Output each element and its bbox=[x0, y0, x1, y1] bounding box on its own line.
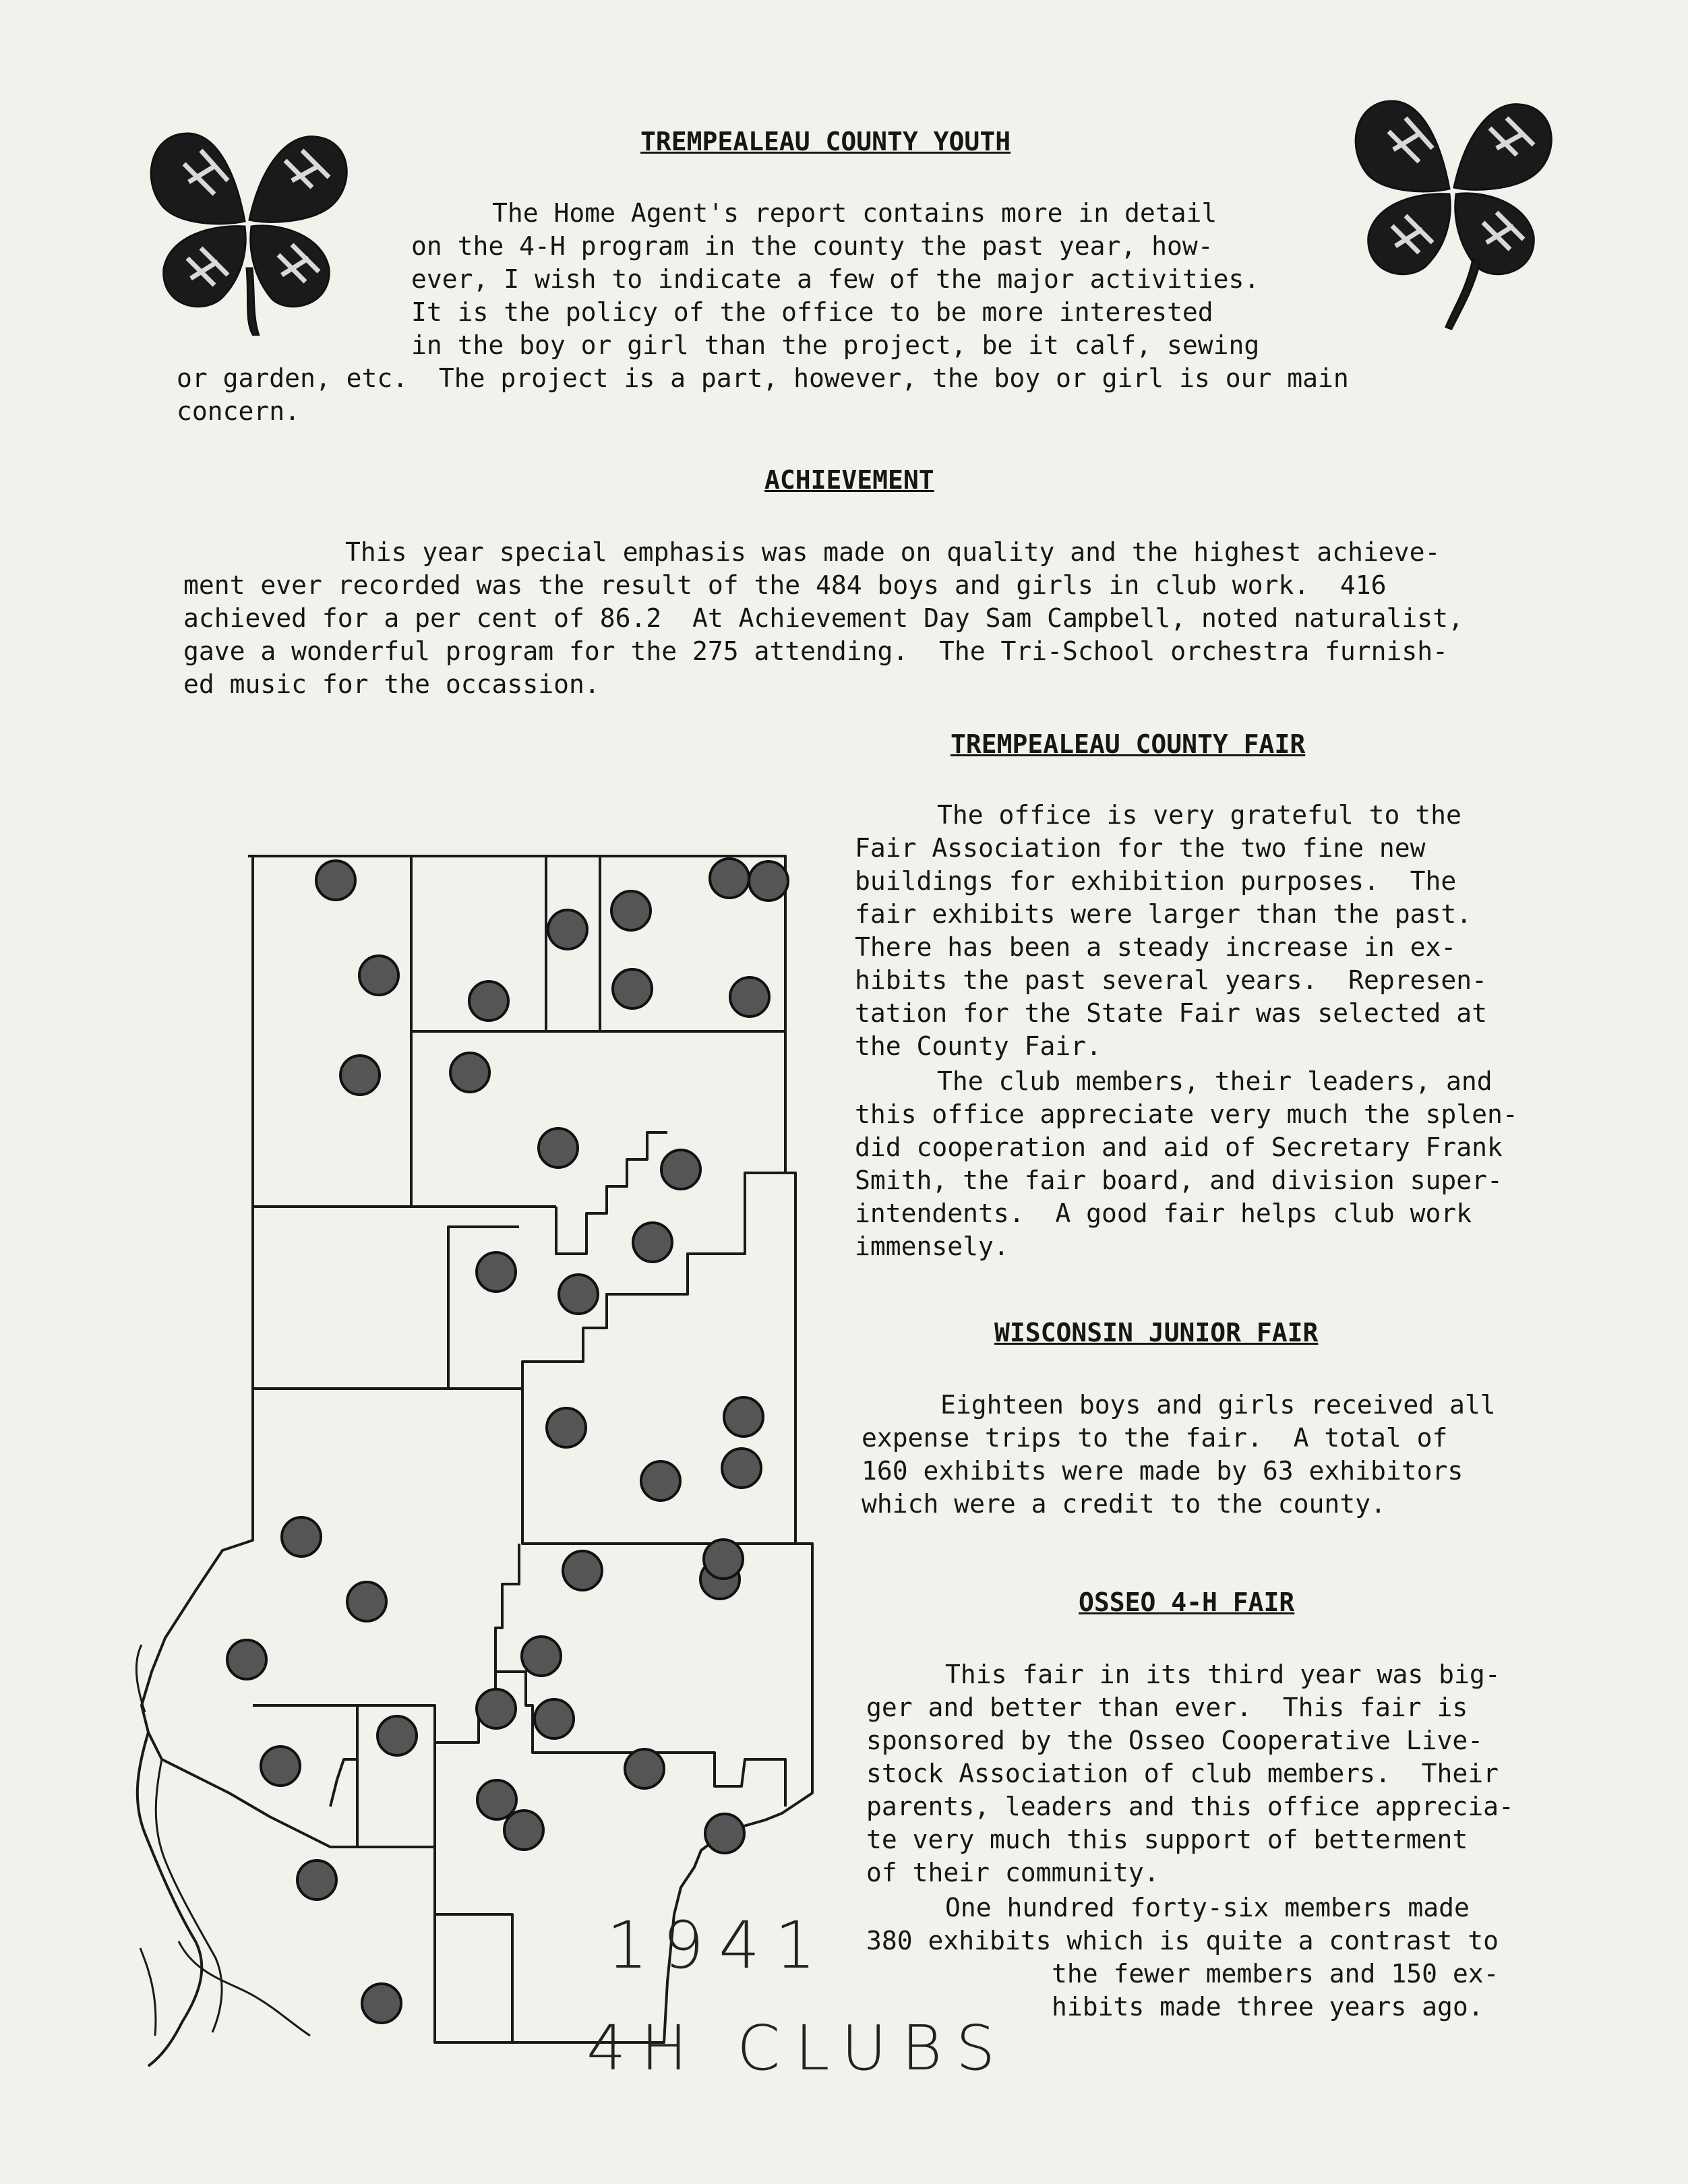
club-location-dot bbox=[705, 1814, 744, 1853]
intro-line: or garden, etc. The project is a part, however, the boy or girl is our main bbox=[177, 363, 1349, 393]
county-fair-line: intendents. A good fair helps club work bbox=[855, 1199, 1472, 1228]
club-location-dot bbox=[563, 1551, 602, 1590]
town-boundary bbox=[330, 1759, 357, 1807]
county-fair-line: fair exhibits were larger than the past. bbox=[855, 899, 1472, 929]
river bbox=[140, 1948, 156, 2036]
club-location-dot bbox=[722, 1449, 761, 1488]
town-boundary bbox=[435, 1914, 512, 2042]
intro-line: ever, I wish to indicate a few of the major activities. bbox=[411, 264, 1260, 294]
intro-line: in the boy or girl than the project, be it calf, sewing bbox=[411, 330, 1260, 360]
junior-fair-line: expense trips to the fair. A total of bbox=[862, 1423, 1448, 1453]
club-location-dot bbox=[297, 1860, 336, 1900]
junior-fair-line: Eighteen boys and girls received all bbox=[940, 1390, 1496, 1420]
river bbox=[138, 1732, 202, 2066]
club-location-dot bbox=[261, 1747, 300, 1786]
club-location-dot bbox=[613, 969, 652, 1008]
osseo-fair-line: 380 exhibits which is quite a contrast to bbox=[866, 1926, 1499, 1955]
club-location-dot bbox=[450, 1053, 489, 1092]
osseo-fair-line: This fair in its third year was big- bbox=[945, 1660, 1501, 1689]
club-location-dot bbox=[539, 1128, 578, 1167]
county-map bbox=[135, 836, 843, 2072]
town-boundary bbox=[253, 1227, 519, 1389]
club-location-dot bbox=[504, 1811, 543, 1850]
club-location-dot bbox=[282, 1517, 321, 1556]
junior-fair-heading: WISCONSIN JUNIOR FAIR bbox=[994, 1318, 1319, 1347]
intro-line: on the 4-H program in the county the past year, how- bbox=[411, 231, 1213, 261]
osseo-fair-heading: OSSEO 4-H FAIR bbox=[1079, 1587, 1295, 1617]
club-location-dot bbox=[559, 1275, 598, 1314]
county-fair-line: Smith, the fair board, and division super- bbox=[855, 1165, 1503, 1195]
club-location-dot bbox=[625, 1749, 664, 1788]
county-fair-line: the County Fair. bbox=[855, 1031, 1102, 1061]
intro-line: The Home Agent's report contains more in detail bbox=[492, 198, 1217, 228]
club-location-dot bbox=[362, 1984, 401, 2023]
county-fair-line: immensely. bbox=[855, 1232, 1009, 1261]
club-location-dot bbox=[316, 861, 355, 900]
club-location-dot bbox=[547, 1408, 586, 1447]
achievement-line: ment ever recorded was the result of the 484 boys and girls in club work. 416 bbox=[183, 570, 1387, 600]
four-h-clover-logo-right bbox=[1338, 74, 1571, 330]
county-fair-line: Fair Association for the two fine new bbox=[855, 833, 1426, 863]
club-location-dot bbox=[633, 1223, 672, 1262]
achievement-line: gave a wonderful program for the 275 attending. The Tri-School orchestra furnish- bbox=[183, 636, 1448, 666]
osseo-fair-line: sponsored by the Osseo Cooperative Live- bbox=[866, 1726, 1484, 1755]
club-location-dot bbox=[347, 1582, 386, 1621]
club-location-dot bbox=[661, 1150, 700, 1189]
county-fair-line: this office appreciate very much the splen- bbox=[855, 1099, 1518, 1129]
map-caption: 4H CLUBS bbox=[586, 2012, 1011, 2084]
junior-fair-line: which were a credit to the county. bbox=[862, 1489, 1386, 1519]
club-location-dot bbox=[749, 861, 788, 901]
club-location-dot bbox=[710, 859, 749, 898]
town-boundary bbox=[495, 1544, 519, 1672]
achievement-heading: ACHIEVEMENT bbox=[764, 465, 934, 495]
county-outline bbox=[142, 856, 812, 2042]
intro-line: concern. bbox=[177, 396, 301, 426]
osseo-fair-line: parents, leaders and this office apprecia- bbox=[866, 1792, 1514, 1821]
river bbox=[156, 1759, 222, 2032]
osseo-fair-line: One hundred forty-six members made bbox=[945, 1893, 1470, 1922]
county-fair-line: tation for the State Fair was selected at bbox=[855, 998, 1487, 1028]
county-fair-line: buildings for exhibition purposes. The bbox=[855, 866, 1457, 896]
map-year-label: 1941 bbox=[607, 1908, 831, 1983]
intro-line: It is the policy of the office to be more interested bbox=[411, 297, 1213, 327]
osseo-fair-line: ger and better than ever. This fair is bbox=[866, 1693, 1468, 1722]
osseo-fair-line: of their community. bbox=[866, 1858, 1159, 1887]
club-location-dot bbox=[641, 1461, 680, 1500]
club-location-dot bbox=[535, 1699, 574, 1738]
county-fair-line: The club members, their leaders, and bbox=[937, 1066, 1493, 1096]
achievement-line: achieved for a per cent of 86.2 At Achievement Day Sam Campbell, noted naturalist, bbox=[183, 603, 1464, 633]
club-location-dot bbox=[522, 1637, 561, 1676]
osseo-fair-line: the fewer members and 150 ex- bbox=[1052, 1959, 1499, 1989]
club-location-dot bbox=[378, 1716, 417, 1755]
junior-fair-line: 160 exhibits were made by 63 exhibitors bbox=[862, 1456, 1464, 1486]
county-fair-line: hibits the past several years. Represen- bbox=[855, 965, 1487, 995]
club-location-dot bbox=[730, 977, 769, 1017]
club-location-dot bbox=[611, 891, 651, 930]
osseo-fair-line: te very much this support of betterment bbox=[866, 1825, 1468, 1854]
club-location-dot bbox=[469, 981, 508, 1021]
osseo-fair-line: hibits made three years ago. bbox=[1052, 1992, 1484, 2022]
county-fair-line: The office is very grateful to the bbox=[937, 800, 1461, 830]
club-location-dot bbox=[724, 1397, 763, 1436]
club-location-dot bbox=[359, 956, 398, 995]
club-location-dot bbox=[340, 1056, 380, 1095]
club-location-dot bbox=[704, 1540, 743, 1579]
achievement-line: This year special emphasis was made on quality and the highest achieve- bbox=[345, 537, 1441, 567]
county-map-drawing bbox=[135, 836, 843, 2069]
page-title: TREMPEALEAU COUNTY YOUTH bbox=[640, 127, 1011, 156]
osseo-fair-line: stock Association of club members. Their bbox=[866, 1759, 1499, 1788]
four-h-clover-logo-left bbox=[133, 107, 366, 336]
club-location-dot bbox=[548, 910, 587, 949]
club-location-dot bbox=[477, 1780, 516, 1819]
county-fair-heading: TREMPEALEAU COUNTY FAIR bbox=[951, 729, 1306, 759]
county-fair-line: There has been a steady increase in ex- bbox=[855, 932, 1457, 962]
club-location-dot bbox=[477, 1689, 516, 1728]
club-location-dot bbox=[227, 1640, 266, 1679]
achievement-line: ed music for the occassion. bbox=[183, 669, 600, 699]
club-location-dot bbox=[477, 1252, 516, 1292]
county-fair-line: did cooperation and aid of Secretary Frank bbox=[855, 1132, 1503, 1162]
